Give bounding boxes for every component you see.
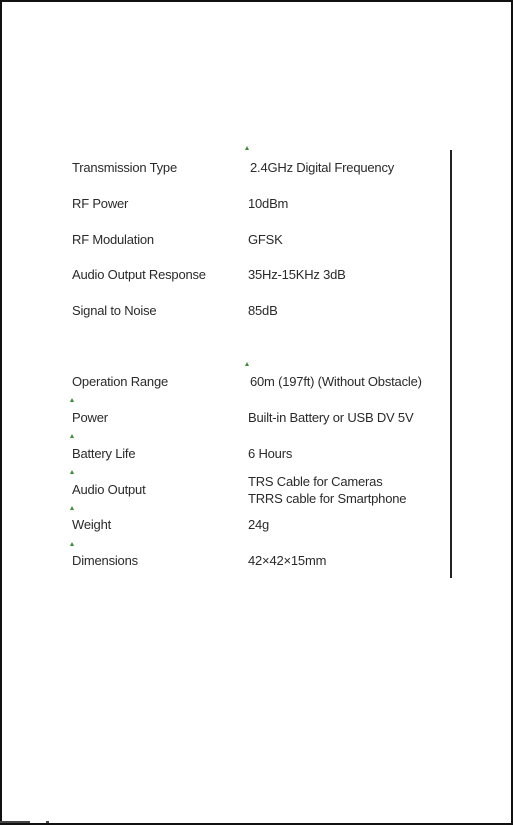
- spec-label: Power: [72, 410, 108, 425]
- tick-mark: [70, 434, 74, 438]
- page-border-left: [0, 0, 2, 825]
- spec-label: Signal to Noise: [72, 303, 157, 318]
- table-right-rule: [450, 150, 452, 578]
- spec-label: Battery Life: [72, 446, 136, 461]
- spec-value: Built-in Battery or USB DV 5V: [248, 410, 414, 425]
- tick-mark: [70, 398, 74, 402]
- spec-label: RF Power: [72, 196, 129, 211]
- spec-label: RF Modulation: [72, 232, 154, 247]
- spec-label: Dimensions: [72, 553, 138, 568]
- spec-value: 35Hz-15KHz 3dB: [248, 267, 346, 282]
- spec-value: 42×42×15mm: [248, 553, 327, 568]
- spec-value: 6 Hours: [248, 446, 293, 461]
- spec-label: Audio Output: [72, 482, 146, 497]
- page-border-top: [0, 0, 513, 2]
- spec-label: Weight: [72, 517, 112, 532]
- spec-label: Operation Range: [72, 374, 169, 389]
- tick-mark: [70, 470, 74, 474]
- spec-value: 10dBm: [248, 196, 289, 211]
- spec-value: 60m (197ft) (Without Obstacle): [250, 374, 422, 389]
- spec-value: 85dB: [248, 303, 278, 318]
- spec-label: Transmission Type: [72, 160, 177, 175]
- bottom-rule-mark: [0, 821, 30, 823]
- tick-mark: [70, 542, 74, 546]
- spec-value: TRS Cable for Cameras: [248, 474, 383, 489]
- tick-mark: [245, 362, 249, 366]
- spec-value-line2: TRRS cable for Smartphone: [248, 491, 407, 506]
- tick-mark: [70, 506, 74, 510]
- tick-mark: [245, 146, 249, 150]
- spec-value: 2.4GHz Digital Frequency: [250, 160, 395, 175]
- bottom-rule-mark: [46, 821, 49, 823]
- spec-label: Audio Output Response: [72, 267, 206, 282]
- spec-value: 24g: [248, 517, 270, 532]
- spec-value: GFSK: [248, 232, 283, 247]
